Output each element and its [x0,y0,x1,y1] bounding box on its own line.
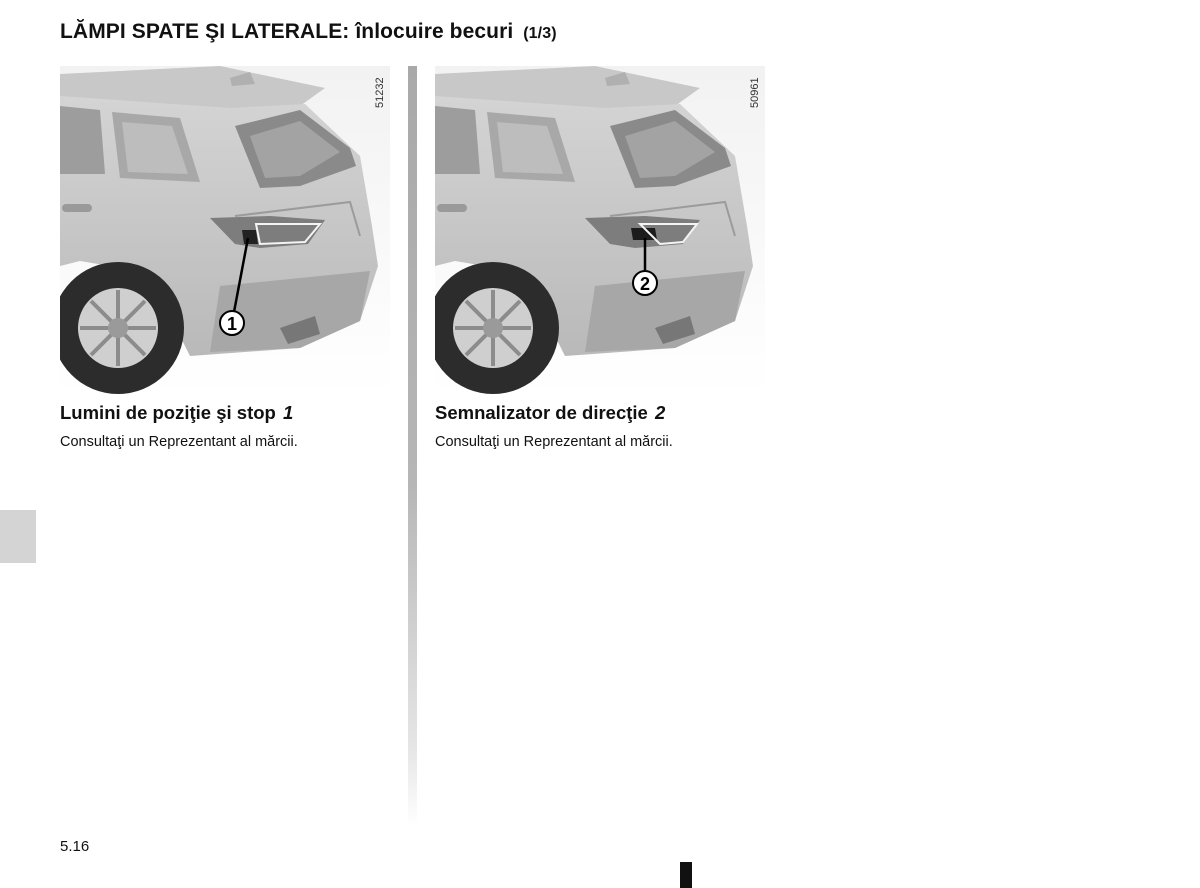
figure-rear-turn-indicator [435,66,765,396]
print-crop-mark [680,862,692,888]
section-heading-number: 2 [654,402,666,423]
section-body-text: Consultaţi un Reprezentant al mărcii. [435,434,673,450]
column-divider [408,66,417,826]
section-heading-turn-indicator [435,402,665,424]
door-handle [437,204,467,212]
callout-number: 1 [226,314,238,334]
side-window-front [60,106,105,174]
section-heading-position-stop [60,402,293,424]
figure-reference-code: 50961 [749,77,761,108]
car-rear-illustration [60,66,390,396]
section-heading-number: 1 [282,402,294,423]
section-heading-text: Lumini de poziţie şi stop [60,402,276,423]
page-title [60,20,557,44]
car-rear-illustration [435,66,765,396]
bulb-position-stop [242,230,258,244]
page-title-text: LĂMPI SPATE ŞI LATERALE: înlocuire becuri [60,20,514,43]
figure-rear-light-position-stop [60,66,390,396]
page-number: 5.16 [60,838,90,855]
page-title-part-indicator: (1/3) [523,25,557,42]
side-window-front [435,106,480,174]
callout-number: 2 [639,274,651,294]
door-handle [62,204,92,212]
chapter-tab-marker [0,510,36,563]
section-heading-text: Semnalizator de direcţie [435,402,648,423]
figure-reference-code: 51232 [374,77,386,108]
section-body-text: Consultaţi un Reprezentant al mărcii. [60,434,298,450]
